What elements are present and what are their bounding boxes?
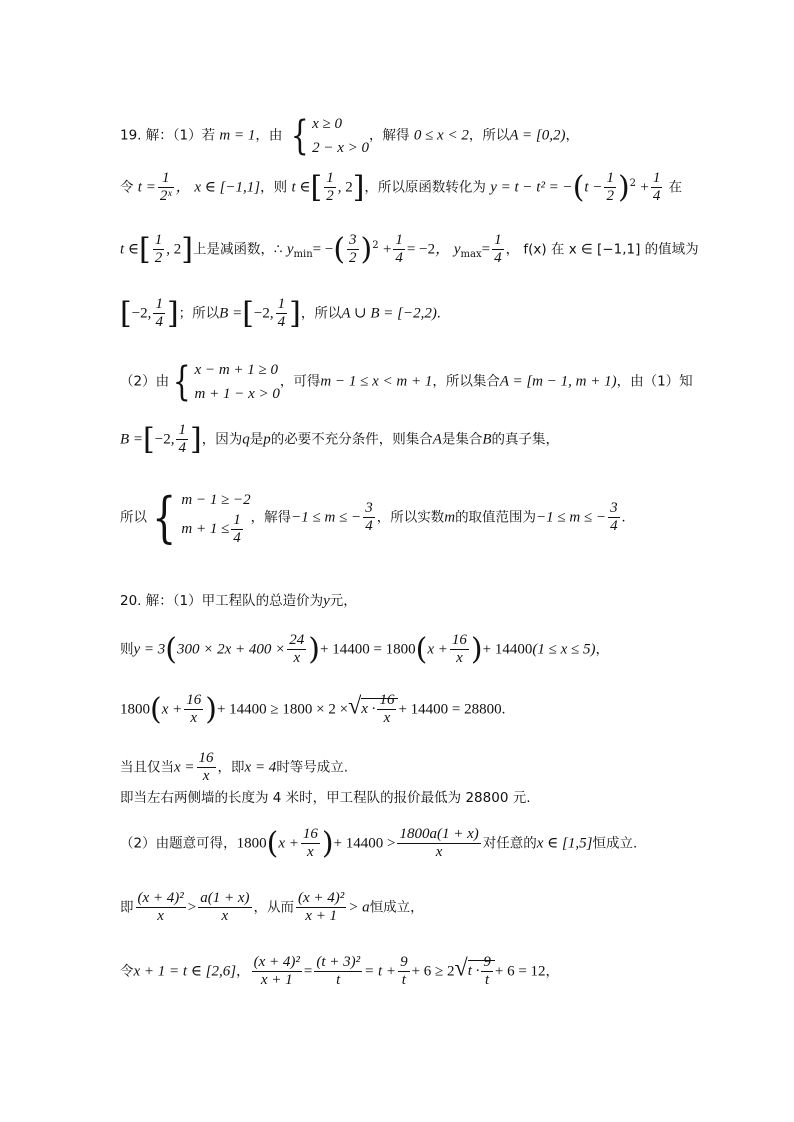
text: ，因为 — [201, 431, 243, 448]
math: = — [481, 241, 491, 258]
math: −1 ≤ m ≤ − — [536, 509, 607, 526]
bracket: [ — [242, 295, 254, 331]
math: A — [432, 431, 442, 448]
fraction — [398, 954, 410, 990]
math: −2, — [154, 431, 175, 448]
text: 恒成立， — [369, 899, 424, 916]
p19-line-1 — [120, 112, 579, 160]
fraction — [136, 890, 186, 926]
p20-line-2 — [120, 632, 609, 668]
subscript: max — [460, 248, 482, 260]
math: A = [0,2) — [509, 127, 566, 144]
math: m — [444, 509, 456, 526]
fraction — [608, 500, 620, 536]
denominator: 4 — [155, 314, 163, 331]
fraction — [252, 954, 302, 990]
bracket: ( — [572, 169, 585, 205]
math: y — [286, 241, 294, 258]
math: m − 1 ≤ x < m + 1 — [320, 373, 433, 390]
math: = — [303, 963, 313, 980]
text: 的真子集， — [491, 431, 560, 448]
denominator: 2 — [154, 250, 163, 267]
numerator: 1 — [276, 296, 288, 314]
brace: { — [152, 485, 177, 549]
math: B = — [120, 431, 144, 448]
sqrt-icon: √ — [454, 955, 468, 982]
bracket: [ — [139, 231, 151, 267]
denominator: x + 1 — [260, 972, 293, 989]
denominator: 2 — [326, 188, 334, 205]
numerator: (t + 3)² — [314, 954, 362, 972]
text: 元， — [329, 593, 357, 609]
denominator: x — [383, 710, 391, 727]
text: 令 — [120, 963, 134, 980]
fraction — [158, 170, 174, 206]
p19-line-5 — [120, 358, 693, 406]
text: ，由（1）知 — [616, 373, 693, 390]
text: 20. 解：（1）甲工程队的总造价为 — [120, 593, 324, 609]
math: −2, — [131, 305, 152, 322]
p20-line-5 — [120, 792, 531, 806]
text: 时等号成立. — [276, 759, 349, 776]
denominator: 4 — [233, 530, 241, 547]
math: 1800 — [236, 835, 267, 852]
bracket: ) — [308, 631, 320, 667]
text: 对任意的 — [482, 835, 537, 852]
p20-line-3 — [120, 692, 505, 728]
math: x = — [174, 759, 195, 776]
math: x + — [278, 835, 299, 852]
fraction — [184, 692, 203, 728]
sys-row — [181, 512, 250, 548]
fraction — [481, 954, 493, 990]
denominator: 2ˣ — [159, 188, 172, 205]
numerator: 1 — [153, 232, 165, 250]
text: 是集合 — [441, 431, 483, 448]
numerator: 9 — [481, 954, 493, 972]
math: x ∈ [1,5] — [536, 835, 593, 852]
fraction — [276, 296, 288, 332]
sys-row: 2 − x > 0 — [312, 140, 370, 156]
numerator: 3 — [363, 500, 375, 518]
denominator: x — [202, 768, 210, 785]
p20-line-7 — [120, 890, 424, 926]
text: ，所以 — [468, 127, 510, 144]
p20-line-8 — [120, 954, 559, 990]
text: ， f(x) 在 x ∈ [−1,1] 的值域为 — [505, 241, 699, 258]
system — [312, 112, 369, 160]
math: x · — [361, 701, 376, 718]
bracket: ( — [150, 691, 162, 727]
denominator: 4 — [178, 440, 186, 457]
denominator: 4 — [610, 518, 618, 535]
math: 1800 — [120, 701, 150, 718]
math: = −2 — [406, 241, 436, 258]
bracket: ] — [181, 231, 193, 267]
text: 恒成立. — [592, 835, 638, 852]
fraction — [492, 232, 504, 268]
fraction — [314, 954, 362, 990]
math: t · — [467, 963, 480, 980]
math: −2, — [253, 305, 274, 322]
math: > — [187, 899, 197, 916]
text: ，从而 — [253, 899, 295, 916]
fraction — [287, 632, 306, 668]
math: = − — [312, 241, 334, 258]
math: . — [501, 701, 506, 718]
numerator: (x + 4)² — [296, 890, 346, 908]
math: + 6 ≥ 2 — [411, 963, 455, 980]
math: (1 ≤ x ≤ 5) — [532, 641, 596, 658]
numerator: 1 — [393, 232, 405, 250]
text: ，所以实数 — [376, 509, 445, 526]
text: 则 — [120, 641, 134, 658]
bracket: ) — [470, 631, 483, 667]
text: （2）由 — [120, 373, 170, 390]
fraction — [393, 232, 405, 268]
denominator: 2 — [606, 188, 614, 205]
numerator: 16 — [301, 826, 320, 844]
bracket: ( — [266, 825, 279, 861]
math: , 2 — [166, 241, 182, 258]
system — [195, 358, 280, 406]
text: 的取值范围为 — [455, 509, 537, 526]
text: ， — [565, 127, 579, 144]
math: + 14400 > — [333, 835, 396, 852]
text: ，所以 — [300, 305, 342, 322]
math: p — [263, 431, 271, 448]
fraction — [296, 890, 346, 926]
numerator: 16 — [184, 692, 203, 710]
bracket: ( — [165, 631, 177, 667]
numerator: 1 — [176, 422, 188, 440]
text: ， — [545, 963, 560, 980]
math: + — [640, 179, 649, 196]
text: 即 — [120, 899, 134, 916]
math: y — [323, 593, 330, 609]
denominator: 4 — [365, 518, 373, 535]
fraction — [324, 170, 336, 206]
text: ，可得 — [279, 373, 321, 390]
subscript: min — [293, 248, 313, 260]
math: x + — [427, 641, 448, 658]
math: + 14400 ≥ 1800 × 2 × — [216, 701, 349, 718]
numerator: 3 — [608, 500, 620, 518]
text: 当且仅当 — [120, 759, 174, 776]
p20-line-1 — [120, 594, 357, 609]
numerator: 1 — [231, 512, 243, 530]
bracket: ( — [333, 231, 346, 267]
numerator: 3 — [347, 232, 359, 250]
math: . — [621, 509, 626, 526]
numerator: 24 — [287, 632, 306, 650]
fraction — [231, 512, 243, 548]
math: x + — [161, 701, 183, 718]
fraction — [153, 296, 165, 332]
text: ，所以原函数转化为 — [364, 179, 486, 196]
fraction — [450, 632, 469, 668]
math: x + 1 = t ∈ [2,6] — [133, 963, 237, 980]
math: + 14400 = 28800 — [398, 701, 502, 718]
math: + — [382, 241, 392, 258]
fraction — [176, 422, 188, 458]
math: ， x ∈ [−1,1] — [175, 179, 261, 196]
fraction — [377, 692, 396, 728]
p19-line-6 — [120, 422, 559, 458]
bracket: ] — [289, 295, 301, 331]
p20-line-6 — [120, 826, 637, 862]
text: 所以 — [120, 509, 147, 526]
math: t = — [137, 179, 156, 196]
denominator: 4 — [395, 250, 403, 267]
fraction — [397, 826, 480, 862]
text: 令 — [120, 179, 134, 196]
math: + 14400 = 1800 — [320, 641, 416, 658]
numerator: 1800a(1 + x) — [397, 826, 480, 844]
fraction — [153, 232, 165, 268]
denominator: 4 — [494, 250, 502, 267]
math: ， y — [435, 241, 461, 258]
text: 在 — [668, 179, 683, 196]
bracket: ] — [352, 169, 365, 205]
fraction — [651, 170, 663, 206]
math: y = 3 — [133, 641, 166, 658]
denominator: x — [307, 844, 314, 861]
bracket: [ — [120, 295, 132, 331]
denominator: t — [401, 972, 406, 989]
denominator: x — [293, 650, 301, 667]
fraction — [198, 890, 251, 926]
radicand — [361, 692, 398, 727]
sqrt-icon: √ — [348, 693, 362, 720]
text: （2）由题意可得， — [120, 835, 237, 852]
denominator: 4 — [652, 188, 661, 205]
brace: { — [172, 359, 191, 405]
numerator: 1 — [492, 232, 504, 250]
numerator: 1 — [158, 170, 174, 188]
math: > a — [348, 899, 370, 916]
denominator: 2 — [349, 250, 357, 267]
sys-row: x ≥ 0 — [312, 116, 343, 132]
denominator: t — [485, 972, 490, 989]
bracket: [ — [143, 421, 155, 457]
bracket: ) — [321, 825, 334, 861]
math: 0 ≤ x < 2 — [413, 127, 469, 144]
p19-line-4 — [120, 296, 441, 332]
math: B — [482, 431, 492, 448]
bracket: ) — [617, 169, 630, 205]
fraction — [604, 170, 616, 206]
numerator: 16 — [197, 750, 216, 768]
p19-l1-m: m = 1 — [219, 127, 256, 144]
text: ；所以 — [178, 305, 220, 322]
math: = t + — [364, 963, 397, 980]
numerator: 16 — [450, 632, 469, 650]
p19-l1-by: ，由 — [255, 127, 283, 144]
math: −1 ≤ m ≤ − — [291, 509, 362, 526]
bracket: [ — [310, 169, 323, 205]
math: x = 4 — [244, 759, 277, 776]
denominator: x — [435, 844, 443, 861]
fraction — [363, 500, 375, 536]
math: m + 1 ≤ — [181, 521, 230, 538]
p20-line-4 — [120, 750, 348, 786]
numerator: 1 — [604, 170, 616, 188]
text: ， — [595, 641, 609, 658]
p19-line-7 — [120, 485, 626, 549]
numerator: (x + 4)² — [252, 954, 302, 972]
math: t − — [584, 179, 603, 196]
fraction — [197, 750, 216, 786]
brace: { — [290, 113, 309, 159]
system — [181, 488, 250, 548]
fraction — [347, 232, 359, 268]
math: B = — [219, 305, 243, 322]
numerator: 1 — [153, 296, 165, 314]
math: t ∈ — [120, 241, 140, 258]
numerator: 9 — [398, 954, 410, 972]
numerator: 1 — [651, 170, 663, 188]
math: + 14400 — [482, 641, 533, 658]
math: t ∈ — [291, 179, 311, 196]
p19-l1-lead: 19. 解：（1）若 — [120, 127, 216, 144]
math: y = t − t² = − — [490, 179, 573, 196]
denominator: x — [221, 908, 229, 925]
numerator: (x + 4)² — [136, 890, 186, 908]
bracket: ( — [415, 631, 428, 667]
bracket: ) — [205, 691, 217, 727]
p19-line-2: 令 t = $\frac{1}{\text{2ˣ}}$ ， x ∈ [−1,1]，则 t ∈[ $\frac{1}{2}$ , 2]，所以原函数转化为 y = t − t² = −(t − $\frac{1}{2}$ )$^2$ + $\frac{1}{4}$ 在 — [120, 169, 683, 205]
sys-row: m + 1 − x > 0 — [194, 386, 280, 402]
bracket: ] — [166, 295, 179, 331]
numerator: 1 — [324, 170, 336, 188]
math: A = [m − 1, m + 1) — [499, 373, 617, 390]
text: ，所以集合 — [432, 373, 500, 390]
denominator: x — [190, 710, 198, 727]
text: 即当左右两侧墙的长度为 4 米时，甲工程队的报价最低为 28800 元. — [120, 790, 531, 806]
text: 的必要不充分条件，则集合 — [270, 431, 433, 448]
numerator: a(1 + x) — [198, 890, 251, 908]
math: . — [436, 305, 441, 322]
text: ，解得 — [369, 127, 410, 144]
text: 是 — [249, 431, 264, 448]
numerator: 16 — [377, 692, 396, 710]
text: ，解得 — [250, 509, 292, 526]
bracket: ] — [189, 421, 202, 457]
text: 上是减函数，∴ — [192, 241, 283, 258]
radicand — [467, 954, 495, 989]
denominator: x + 1 — [305, 908, 338, 925]
denominator: t — [336, 972, 341, 989]
bracket: ) — [360, 231, 373, 267]
sys-row: x − m + 1 ≥ 0 — [194, 362, 279, 378]
math: q — [242, 431, 250, 448]
math: 300 × 2x + 400 × — [177, 641, 286, 658]
text: ，即 — [217, 759, 245, 776]
math: , 2 — [337, 179, 353, 196]
text: ，则 — [260, 179, 288, 196]
denominator: x — [456, 650, 463, 667]
denominator: x — [157, 908, 164, 925]
p19-line-3: t ∈[ $\frac{1}{2}$ , 2]上是减函数，∴ $y_{min}=$ −( $\frac{3}{2}$ )$^2$ + $\frac{1}{4}$ = −2， $y_{max}=$ $\frac{1}{4}$ ， f(x) 在 x ∈ [−1,1] 的值域为 — [120, 231, 699, 267]
sys-row: m − 1 ≥ −2 — [181, 492, 251, 508]
math: + 6 = 12 — [494, 963, 546, 980]
math: A ∪ B = [−2,2) — [341, 305, 437, 322]
denominator: 4 — [277, 314, 286, 331]
fraction — [301, 826, 320, 862]
text: ， — [236, 963, 250, 980]
